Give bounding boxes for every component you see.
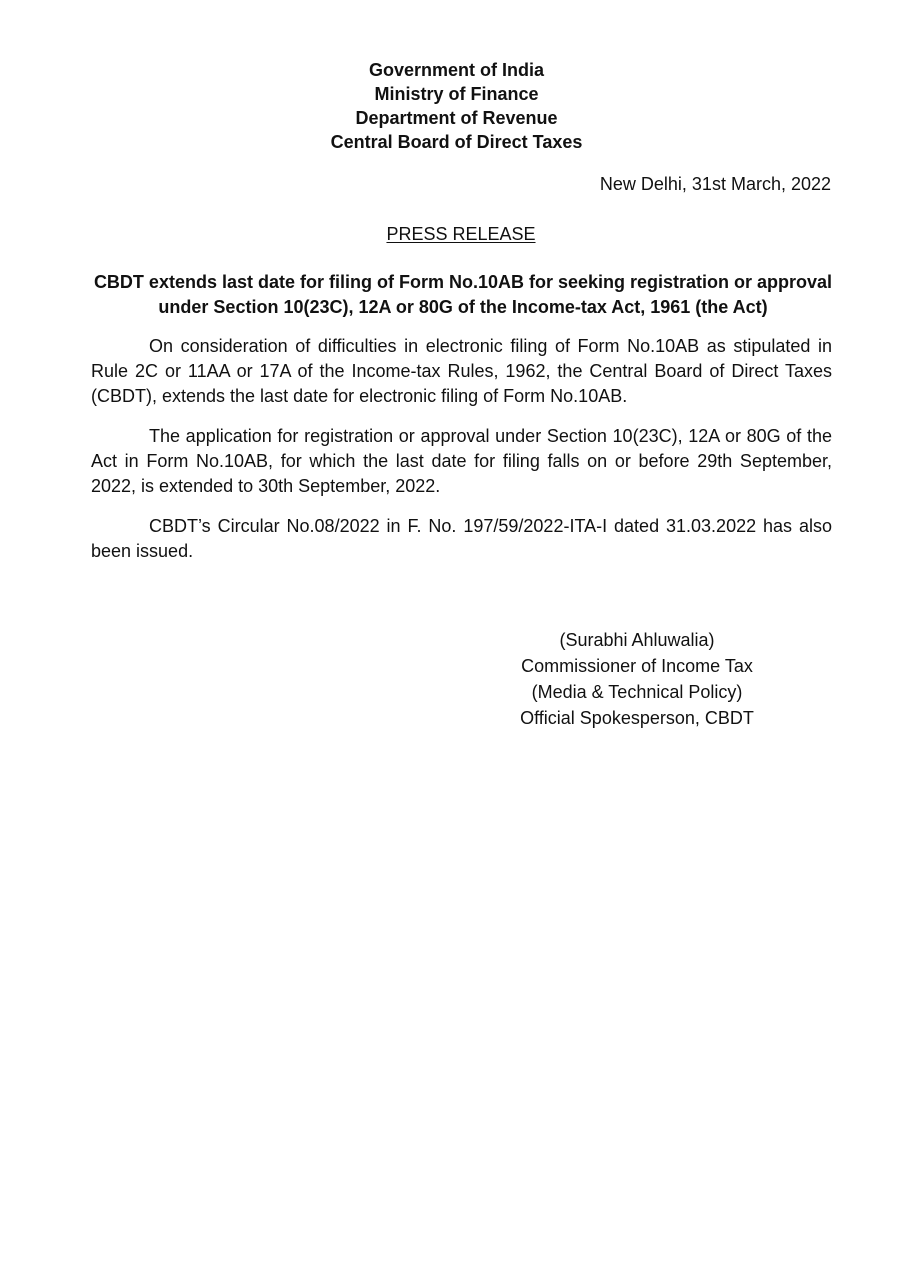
signature-block <box>500 627 774 731</box>
body-paragraph-2: The application for registration or approval under Section 10(23C), 12A or 80G of the Act in Form No.10AB, for which the last date for filing falls on or before 29th September, 2022, is extended to 30th September, 2022. <box>91 426 832 496</box>
signatory-designation: Commissioner of Income Tax <box>521 656 753 676</box>
signatory-department: (Media & Technical Policy) <box>531 682 743 702</box>
letterhead-government: Government of India <box>368 60 545 80</box>
letterhead-ministry: Ministry of Finance <box>374 84 539 104</box>
body-paragraph-3: CBDT’s Circular No.08/2022 in F. No. 197/59/2022-ITA-I dated 31.03.2022 has also been issued. <box>91 516 832 561</box>
body-paragraph-1: On consideration of difficulties in electronic filing of Form No.10AB as stipulated in Rule 2C or 11AA or 17A of the Income-tax Rules, 1962, the Central Board of Direct Taxes (CBDT), extends the last date for electronic filing of Form No.10AB. <box>91 336 832 406</box>
place-date: New Delhi, 31st March, 2022 <box>599 174 831 194</box>
signatory-role: Official Spokesperson, CBDT <box>520 708 754 728</box>
letterhead-board: Central Board of Direct Taxes <box>330 132 583 152</box>
subject-heading: CBDT extends last date for filing of Form No.10AB for seeking registration or approval under Section 10(23C), 12A or 80G of the Income-tax Act, 1961 (the Act) <box>93 272 833 317</box>
press-release-heading <box>0 223 913 245</box>
letterhead-department: Department of Revenue <box>355 108 558 128</box>
letterhead <box>0 58 913 154</box>
signatory-name: (Surabhi Ahluwalia) <box>559 630 715 650</box>
press-release-title: PRESS RELEASE <box>386 224 536 244</box>
